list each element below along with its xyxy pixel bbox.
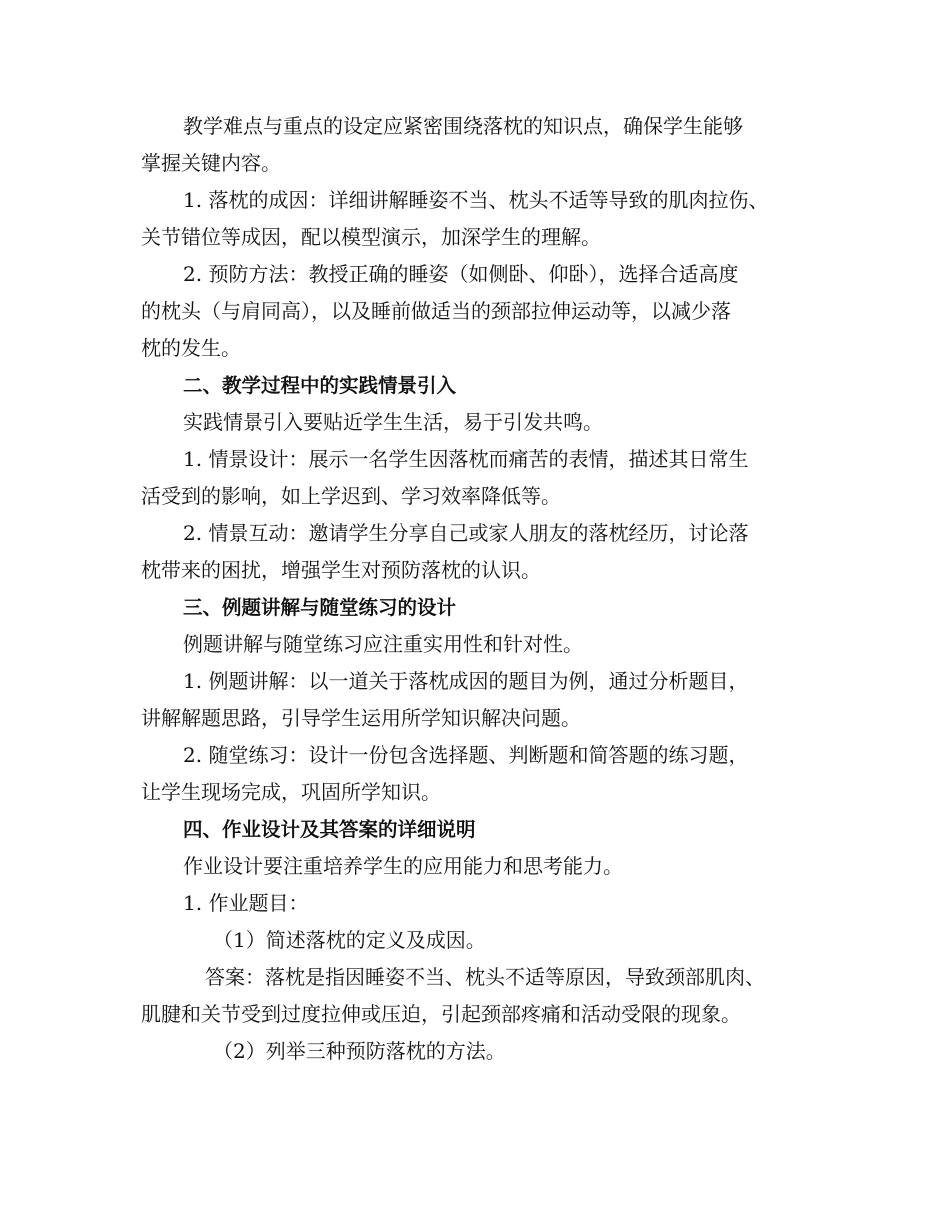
list-item-line: 1. 落枕的成因：详细讲解睡姿不当、枕头不适等导致的肌肉拉伤、 (183, 188, 769, 212)
list-item-line: 1. 例题讲解：以一道关于落枕成因的题目为例，通过分析题目， (183, 669, 749, 693)
section-heading: 四、作业设计及其答案的详细说明 (183, 818, 476, 841)
list-item-line: 2. 情景互动：邀请学生分享自己或家人朋友的落枕经历，讨论落 (183, 521, 749, 545)
list-item-line: 枕的发生。 (141, 336, 241, 360)
list-item-line: 2. 预防方法：教授正确的睡姿（如侧卧、仰卧），选择合适高度 (183, 262, 739, 286)
paragraph-line: 掌握关键内容。 (141, 151, 281, 175)
list-item-line: 的枕头（与肩同高），以及睡前做适当的颈部拉伸运动等，以减少落 (141, 299, 731, 323)
paragraph-line: 实践情景引入要贴近学生生活，易于引发共鸣。 (183, 410, 603, 434)
list-item-line: 讲解解题思路，引导学生运用所学知识解决问题。 (141, 706, 581, 730)
paragraph-line: 例题讲解与随堂练习应注重实用性和针对性。 (183, 632, 583, 656)
question-line: （1）简述落枕的定义及成因。 (213, 928, 486, 952)
list-item-line: 2. 随堂练习：设计一份包含选择题、判断题和简答题的练习题， (183, 743, 749, 767)
list-item-line: 1. 情景设计：展示一名学生因落枕而痛苦的表情，描述其日常生 (183, 447, 749, 471)
list-item-line: 1. 作业题目： (183, 891, 309, 915)
list-item-line: 活受到的影响，如上学迟到、学习效率降低等。 (141, 484, 561, 508)
list-item-line: 枕带来的困扰，增强学生对预防落枕的认识。 (141, 558, 541, 582)
section-heading: 三、例题讲解与随堂练习的设计 (183, 596, 457, 619)
section-heading: 二、教学过程中的实践情景引入 (183, 374, 457, 397)
document-body (141, 108, 821, 1070)
list-item-line: 让学生现场完成，巩固所学知识。 (141, 780, 441, 804)
paragraph-line: 作业设计要注重培养学生的应用能力和思考能力。 (183, 854, 623, 878)
list-item-line: 关节错位等成因，配以模型演示，加深学生的理解。 (141, 225, 601, 249)
answer-line: 答案：落枕是指因睡姿不当、枕头不适等原因，导致颈部肌肉、 (205, 965, 765, 989)
answer-line: 肌腱和关节受到过度拉伸或压迫，引起颈部疼痛和活动受限的现象。 (141, 1002, 741, 1026)
question-line: （2）列举三种预防落枕的方法。 (213, 1039, 506, 1063)
paragraph-line: 教学难点与重点的设定应紧密围绕落枕的知识点，确保学生能够 (183, 114, 743, 138)
